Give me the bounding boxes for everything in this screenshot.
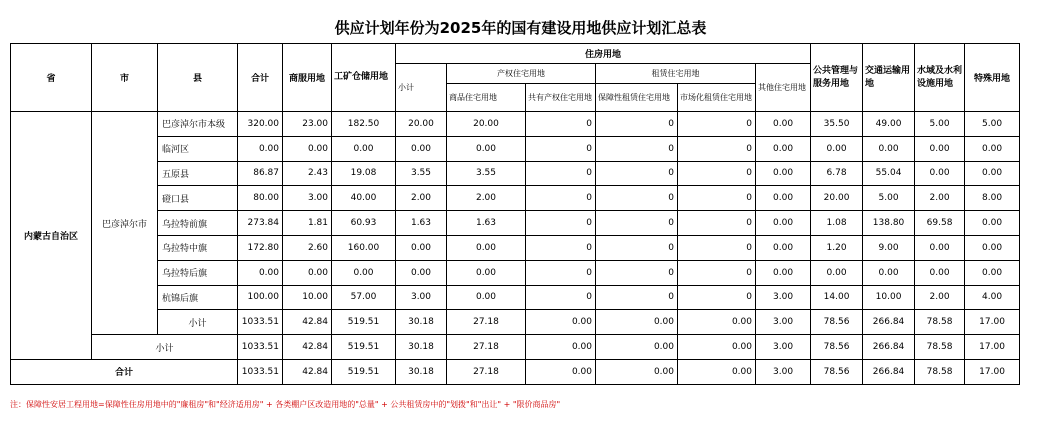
cell-commercial: 42.84 <box>283 335 332 360</box>
cell-total: 172.80 <box>238 235 283 260</box>
county-cell: 临河区 <box>158 136 238 161</box>
cell-affordable: 0 <box>596 161 678 186</box>
cell-water: 0.00 <box>915 136 965 161</box>
cell-public: 0.00 <box>811 260 863 285</box>
province-cell: 内蒙古自治区 <box>11 112 92 360</box>
header-rental-residential: 租赁住宅用地 <box>596 64 756 84</box>
cell-transport: 266.84 <box>863 335 915 360</box>
cell-commercial: 0.00 <box>283 260 332 285</box>
cell-market: 0 <box>678 186 756 211</box>
cell-water: 5.00 <box>915 112 965 137</box>
cell-special: 5.00 <box>965 112 1020 137</box>
header-affordable-rental: 保障性租赁住宅用地 <box>596 84 678 112</box>
cell-market: 0 <box>678 260 756 285</box>
cell-shared: 0.00 <box>526 335 596 360</box>
cell-other: 3.00 <box>756 335 811 360</box>
cell-public: 78.56 <box>811 335 863 360</box>
cell-market: 0 <box>678 235 756 260</box>
subtotal-label: 小计 <box>158 310 238 335</box>
cell-water: 0.00 <box>915 235 965 260</box>
cell-water: 78.58 <box>915 335 965 360</box>
cell-special: 0.00 <box>965 211 1020 236</box>
cell-affordable: 0 <box>596 186 678 211</box>
cell-sub: 0.00 <box>396 136 447 161</box>
table-row <box>11 136 1020 161</box>
cell-other: 3.00 <box>756 359 811 384</box>
cell-commercial: 0.00 <box>283 136 332 161</box>
cell-commodity: 0.00 <box>447 136 526 161</box>
table-row <box>11 186 1020 211</box>
county-cell: 巴彦淖尔市本级 <box>158 112 238 137</box>
header-res-subtotal: 小计 <box>396 64 447 112</box>
cell-market: 0 <box>678 211 756 236</box>
header-market-rental: 市场化租赁住宅用地 <box>678 84 756 112</box>
cell-total: 0.00 <box>238 136 283 161</box>
cell-total: 1033.51 <box>238 310 283 335</box>
cell-industrial: 0.00 <box>332 136 396 161</box>
county-cell: 乌拉特前旗 <box>158 211 238 236</box>
cell-public: 78.56 <box>811 310 863 335</box>
cell-affordable: 0.00 <box>596 359 678 384</box>
cell-special: 0.00 <box>965 136 1020 161</box>
county-cell: 杭锦后旗 <box>158 285 238 310</box>
cell-commodity: 27.18 <box>447 310 526 335</box>
cell-special: 0.00 <box>965 161 1020 186</box>
cell-water: 0.00 <box>915 161 965 186</box>
cell-affordable: 0.00 <box>596 310 678 335</box>
cell-transport: 10.00 <box>863 285 915 310</box>
cell-sub: 3.00 <box>396 285 447 310</box>
table-row <box>11 285 1020 310</box>
cell-commodity: 27.18 <box>447 335 526 360</box>
cell-industrial: 182.50 <box>332 112 396 137</box>
cell-commodity: 1.63 <box>447 211 526 236</box>
cell-other: 0.00 <box>756 235 811 260</box>
county-cell: 磴口县 <box>158 186 238 211</box>
city-cell: 巴彦淖尔市 <box>92 112 158 335</box>
cell-shared: 0.00 <box>526 359 596 384</box>
table-row <box>11 235 1020 260</box>
cell-industrial: 160.00 <box>332 235 396 260</box>
cell-other: 0.00 <box>756 161 811 186</box>
cell-water: 78.58 <box>915 310 965 335</box>
table-body <box>11 112 1020 385</box>
cell-sub: 1.63 <box>396 211 447 236</box>
header-transport: 交通运输用地 <box>863 44 915 112</box>
header-public-service: 公共管理与服务用地 <box>811 44 863 112</box>
cell-market: 0.00 <box>678 359 756 384</box>
cell-commodity: 20.00 <box>447 112 526 137</box>
cell-transport: 266.84 <box>863 359 915 384</box>
cell-market: 0.00 <box>678 310 756 335</box>
city-subtotal-row <box>11 335 1020 360</box>
cell-transport: 266.84 <box>863 310 915 335</box>
cell-sub: 0.00 <box>396 235 447 260</box>
cell-public: 1.08 <box>811 211 863 236</box>
cell-affordable: 0 <box>596 235 678 260</box>
cell-total: 86.87 <box>238 161 283 186</box>
cell-transport: 0.00 <box>863 260 915 285</box>
cell-market: 0 <box>678 112 756 137</box>
cell-sub: 30.18 <box>396 359 447 384</box>
cell-transport: 49.00 <box>863 112 915 137</box>
cell-other: 0.00 <box>756 136 811 161</box>
cell-total: 1033.51 <box>238 335 283 360</box>
header-total: 合计 <box>238 44 283 112</box>
cell-special: 17.00 <box>965 310 1020 335</box>
cell-affordable: 0 <box>596 211 678 236</box>
cell-total: 320.00 <box>238 112 283 137</box>
cell-market: 0 <box>678 161 756 186</box>
cell-commodity: 0.00 <box>447 235 526 260</box>
cell-market: 0 <box>678 136 756 161</box>
cell-shared: 0 <box>526 186 596 211</box>
cell-transport: 0.00 <box>863 136 915 161</box>
cell-affordable: 0 <box>596 285 678 310</box>
header-property-residential: 产权住宅用地 <box>447 64 596 84</box>
cell-other: 3.00 <box>756 310 811 335</box>
cell-public: 35.50 <box>811 112 863 137</box>
header-row-1 <box>11 44 1020 64</box>
cell-public: 6.78 <box>811 161 863 186</box>
cell-shared: 0 <box>526 285 596 310</box>
table-row <box>11 161 1020 186</box>
grand-total-label: 合计 <box>11 359 238 384</box>
cell-industrial: 519.51 <box>332 335 396 360</box>
header-industrial: 工矿仓储用地 <box>332 44 396 112</box>
subtotal-label: 小计 <box>92 335 238 360</box>
cell-special: 8.00 <box>965 186 1020 211</box>
cell-other: 0.00 <box>756 186 811 211</box>
cell-shared: 0 <box>526 235 596 260</box>
cell-commercial: 3.00 <box>283 186 332 211</box>
cell-commercial: 42.84 <box>283 359 332 384</box>
header-commodity-residential: 商品住宅用地 <box>447 84 526 112</box>
cell-market: 0 <box>678 285 756 310</box>
cell-commodity: 0.00 <box>447 260 526 285</box>
cell-commercial: 1.81 <box>283 211 332 236</box>
cell-affordable: 0.00 <box>596 335 678 360</box>
cell-transport: 55.04 <box>863 161 915 186</box>
cell-sub: 2.00 <box>396 186 447 211</box>
land-supply-table <box>10 43 1020 385</box>
cell-sub: 30.18 <box>396 310 447 335</box>
header-city: 市 <box>92 44 158 112</box>
cell-transport: 138.80 <box>863 211 915 236</box>
cell-commercial: 2.43 <box>283 161 332 186</box>
cell-special: 0.00 <box>965 260 1020 285</box>
cell-sub: 0.00 <box>396 260 447 285</box>
cell-shared: 0 <box>526 112 596 137</box>
header-county: 县 <box>158 44 238 112</box>
cell-commodity: 2.00 <box>447 186 526 211</box>
cell-water: 2.00 <box>915 186 965 211</box>
table-row <box>11 211 1020 236</box>
cell-industrial: 60.93 <box>332 211 396 236</box>
cell-industrial: 19.08 <box>332 161 396 186</box>
header-other-residential: 其他住宅用地 <box>756 64 811 112</box>
cell-total: 1033.51 <box>238 359 283 384</box>
table-row <box>11 260 1020 285</box>
footnote: 注：保障性安居工程用地=保障性住房用地中的"廉租房"和"经济适用房" + 各类棚户区改造用地的"总量" + 公共租赁房中的"划拨"和"出让" + "限价商品房" <box>10 400 561 409</box>
cell-industrial: 519.51 <box>332 310 396 335</box>
cell-shared: 0 <box>526 136 596 161</box>
cell-public: 20.00 <box>811 186 863 211</box>
cell-affordable: 0 <box>596 260 678 285</box>
cell-total: 100.00 <box>238 285 283 310</box>
cell-affordable: 0 <box>596 136 678 161</box>
county-subtotal-row <box>11 310 1020 335</box>
cell-affordable: 0 <box>596 112 678 137</box>
cell-industrial: 57.00 <box>332 285 396 310</box>
header-special: 特殊用地 <box>965 44 1020 112</box>
cell-public: 78.56 <box>811 359 863 384</box>
cell-transport: 5.00 <box>863 186 915 211</box>
cell-water: 2.00 <box>915 285 965 310</box>
cell-industrial: 0.00 <box>332 260 396 285</box>
cell-shared: 0 <box>526 211 596 236</box>
header-province: 省 <box>11 44 92 112</box>
county-cell: 五原县 <box>158 161 238 186</box>
cell-special: 17.00 <box>965 359 1020 384</box>
cell-sub: 20.00 <box>396 112 447 137</box>
cell-special: 4.00 <box>965 285 1020 310</box>
cell-commodity: 27.18 <box>447 359 526 384</box>
cell-market: 0.00 <box>678 335 756 360</box>
cell-public: 1.20 <box>811 235 863 260</box>
header-residential: 住房用地 <box>396 44 811 64</box>
cell-shared: 0 <box>526 161 596 186</box>
header-shared-property: 共有产权住宅用地 <box>526 84 596 112</box>
cell-industrial: 519.51 <box>332 359 396 384</box>
cell-industrial: 40.00 <box>332 186 396 211</box>
page-title: 供应计划年份为2025年的国有建设用地供应计划汇总表 <box>334 19 707 37</box>
cell-other: 3.00 <box>756 285 811 310</box>
cell-water: 0.00 <box>915 260 965 285</box>
header-water: 水域及水利设施用地 <box>915 44 965 112</box>
cell-sub: 3.55 <box>396 161 447 186</box>
header-commercial: 商服用地 <box>283 44 332 112</box>
cell-other: 0.00 <box>756 260 811 285</box>
cell-water: 69.58 <box>915 211 965 236</box>
cell-total: 0.00 <box>238 260 283 285</box>
cell-water: 78.58 <box>915 359 965 384</box>
county-cell: 乌拉特中旗 <box>158 235 238 260</box>
cell-commercial: 2.60 <box>283 235 332 260</box>
cell-other: 0.00 <box>756 211 811 236</box>
cell-public: 0.00 <box>811 136 863 161</box>
cell-sub: 30.18 <box>396 335 447 360</box>
cell-shared: 0 <box>526 260 596 285</box>
cell-commercial: 42.84 <box>283 310 332 335</box>
cell-commodity: 3.55 <box>447 161 526 186</box>
grand-total-row <box>11 359 1020 384</box>
cell-total: 80.00 <box>238 186 283 211</box>
cell-special: 0.00 <box>965 235 1020 260</box>
table-row <box>11 112 1020 137</box>
cell-commercial: 23.00 <box>283 112 332 137</box>
cell-public: 14.00 <box>811 285 863 310</box>
cell-transport: 9.00 <box>863 235 915 260</box>
cell-shared: 0.00 <box>526 310 596 335</box>
cell-commodity: 0.00 <box>447 285 526 310</box>
cell-special: 17.00 <box>965 335 1020 360</box>
cell-commercial: 10.00 <box>283 285 332 310</box>
county-cell: 乌拉特后旗 <box>158 260 238 285</box>
cell-other: 0.00 <box>756 112 811 137</box>
cell-total: 273.84 <box>238 211 283 236</box>
